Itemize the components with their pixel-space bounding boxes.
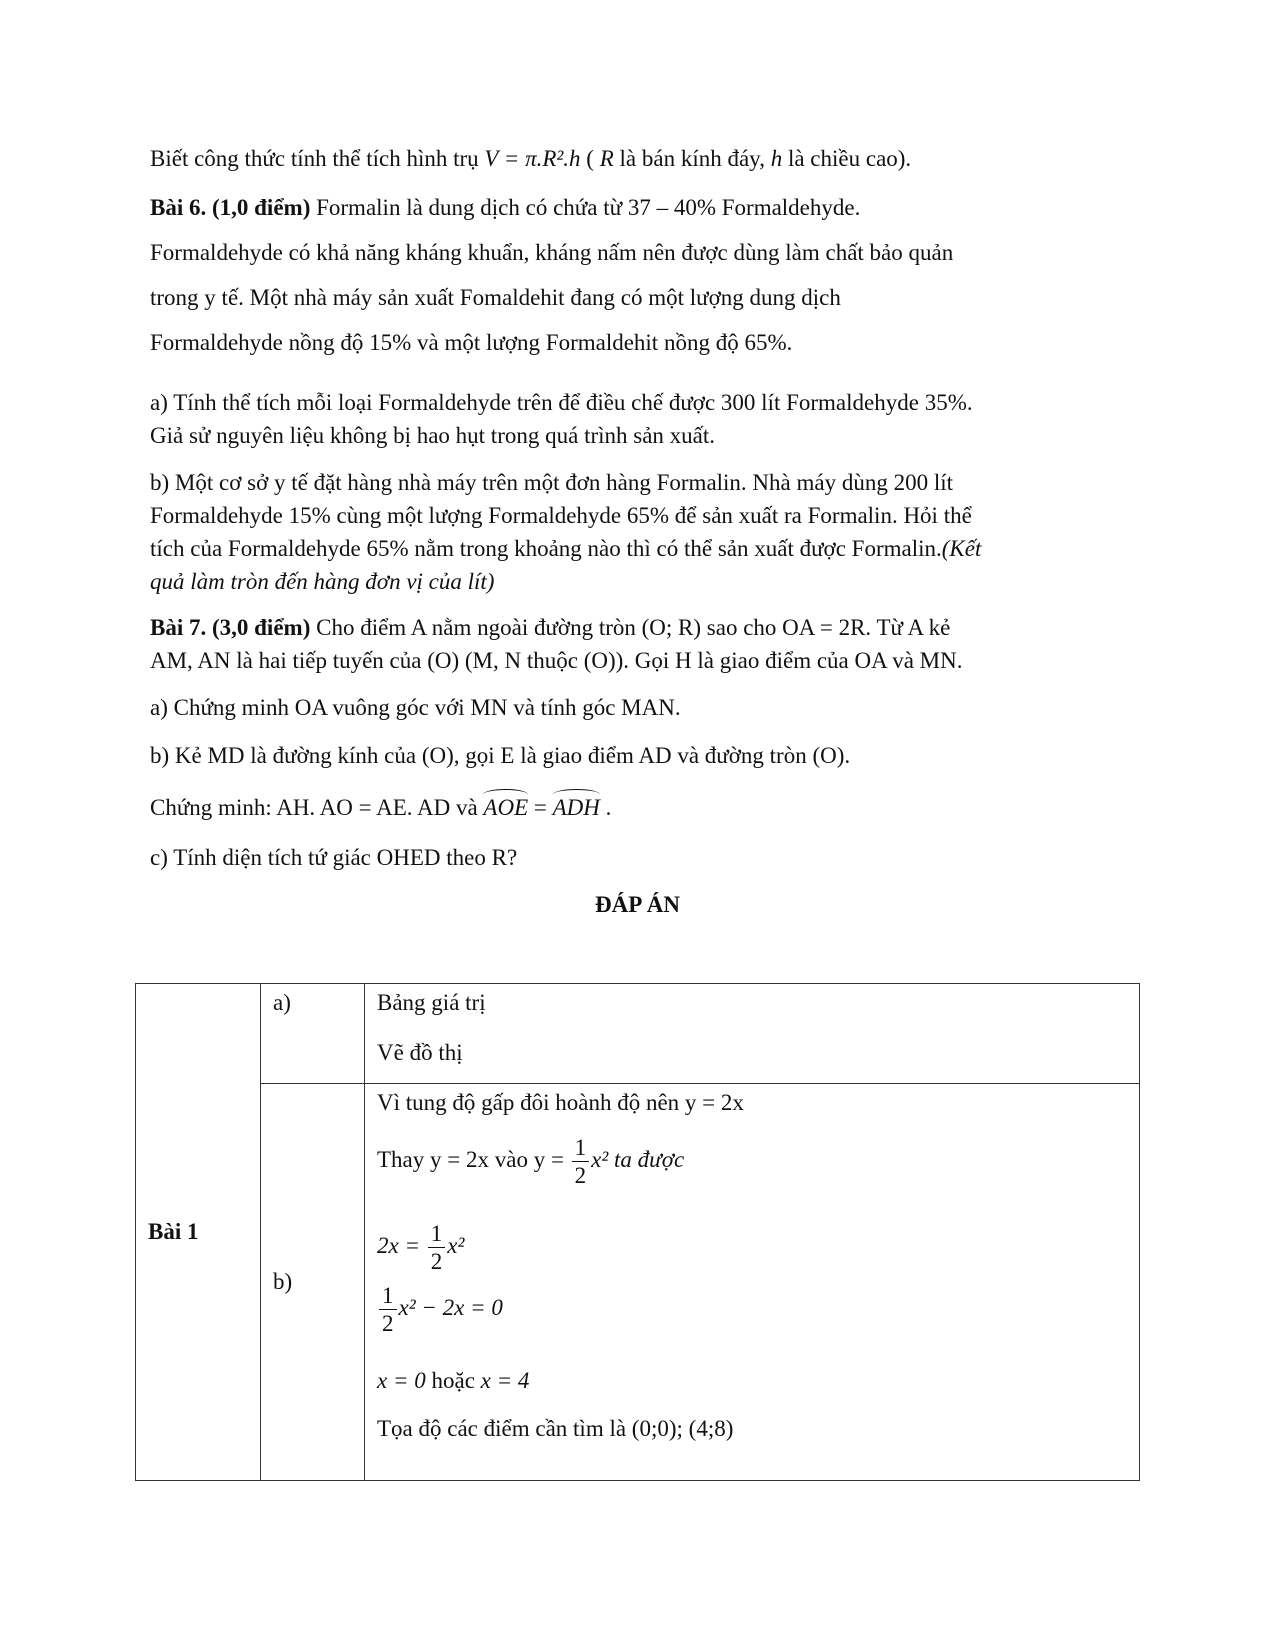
- bai6-b-line4: quả làm tròn đến hàng đơn vị của lít): [150, 569, 495, 594]
- eq2-frac-num: 1: [379, 1284, 397, 1310]
- draw-graph-text: Vẽ đồ thị: [377, 1040, 463, 1065]
- bai7-a: a) Chứng minh OA vuông góc với MN và tính góc MAN.: [150, 695, 681, 720]
- eq1-left: 2x =: [377, 1232, 426, 1258]
- angle-aoe: AOE: [483, 795, 529, 820]
- equals-sign: =: [528, 795, 553, 820]
- answer-heading: ĐÁP ÁN: [595, 892, 680, 917]
- bai7-c: c) Tính diện tích tứ giác OHED theo R?: [150, 845, 518, 870]
- intro-text-h: là chiều cao).: [782, 146, 912, 171]
- part-b-label: b): [273, 1269, 293, 1294]
- bai7-title: Bài 7. (3,0 điểm): [150, 615, 311, 640]
- substitute-post: x² ta được: [591, 1146, 685, 1172]
- solution-or: hoặc: [425, 1368, 481, 1393]
- eq2-frac-den: 2: [382, 1311, 394, 1336]
- frac-den: 2: [574, 1163, 587, 1188]
- angle-adh: ADH: [552, 795, 600, 820]
- bai6-title: Bài 6. (1,0 điểm): [150, 195, 311, 220]
- cylinder-volume-formula: V = π.R².h: [484, 146, 581, 171]
- intro-text-r: là bán kính đáy,: [613, 146, 771, 171]
- frac-num: 1: [572, 1136, 590, 1162]
- equation-2: [377, 1284, 503, 1335]
- eq1-right: x²: [447, 1232, 465, 1258]
- eq1-frac-den: 2: [430, 1249, 443, 1274]
- value-table-text: Bảng giá trị: [377, 990, 486, 1015]
- bai6-b-line2: Formaldehyde 15% cùng một lượng Formaldehyde 65% để sản xuất ra Formalin. Hỏi thể: [150, 503, 972, 528]
- bai6-b-line1: b) Một cơ sở y tế đặt hàng nhà máy trên một đơn hàng Formalin. Nhà máy dùng 200 lít: [150, 470, 954, 495]
- part-a-label: a): [273, 990, 291, 1015]
- part-b-content: [365, 1084, 1140, 1481]
- half-fraction: [572, 1136, 590, 1187]
- eq1-fraction: [428, 1222, 446, 1273]
- bai6-b-note-start: (Kết: [941, 536, 982, 561]
- bai7-line1: [150, 615, 950, 641]
- r-symbol: R: [599, 146, 614, 171]
- bai6-a-line1: a) Tính thể tích mỗi loại Formaldehyde trên để điều chế được 300 lít Formaldehyde 35%.: [150, 390, 973, 415]
- conclusion: Tọa độ các điểm cần tìm là (0;0); (4;8): [377, 1416, 734, 1441]
- b-substitute: [377, 1136, 684, 1187]
- bai1-label: Bài 1: [148, 1219, 199, 1244]
- intro-text: Biết công thức tính thể tích hình trụ: [150, 146, 485, 171]
- bai6-line2: Formaldehyde có khả năng kháng khuẩn, kháng nấm nên được dùng làm chất bảo quản: [150, 240, 954, 265]
- eq1-frac-num: 1: [428, 1222, 446, 1248]
- part-a-cell: [261, 984, 365, 1084]
- equation-1: [377, 1222, 464, 1273]
- intro-text-mid: (: [580, 146, 600, 171]
- bai7-text: Cho điểm A nằm ngoài đường tròn (O; R) sao cho OA = 2R. Từ A kẻ: [310, 615, 951, 640]
- part-b-cell: [261, 1084, 365, 1481]
- bai6-line4: Formaldehyde nồng độ 15% và một lượng Formaldehit nồng độ 65%.: [150, 330, 793, 355]
- eq2-right: x² − 2x = 0: [398, 1294, 503, 1320]
- proof-suffix: .: [599, 795, 612, 820]
- solution-2: x = 4: [480, 1368, 530, 1393]
- bai7-proof: [150, 795, 611, 821]
- bai7-line2: AM, AN là hai tiếp tuyến của (O) (M, N thuộc (O)). Gọi H là giao điểm của OA và MN.: [150, 648, 963, 673]
- intro-line: [150, 146, 911, 172]
- part-a-content: [365, 984, 1140, 1084]
- bai6-b-text: tích của Formaldehyde 65% nằm trong khoảng nào thì có thể sản xuất được Formalin.: [150, 536, 942, 561]
- bai7-b: b) Kẻ MD là đường kính của (O), gọi E là giao điểm AD và đường tròn (O).: [150, 743, 851, 768]
- substitute-text: Thay y = 2x vào y =: [377, 1146, 570, 1172]
- bai6-b-line3: [150, 536, 981, 562]
- eq2-fraction: [379, 1284, 397, 1335]
- b-reason: Vì tung độ gấp đôi hoành độ nên y = 2x: [377, 1090, 744, 1115]
- solution-1: x = 0: [377, 1368, 426, 1393]
- answer-table: [135, 983, 1140, 1481]
- solutions: [377, 1368, 529, 1394]
- bai6-line1: [150, 195, 860, 221]
- bai6-text: Formalin là dung dịch có chứa từ 37 – 40% Formaldehyde.: [310, 195, 861, 220]
- bai6-a-line2: Giả sử nguyên liệu không bị hao hụt trong quá trình sản xuất.: [150, 423, 716, 448]
- bai1-label-cell: [136, 984, 261, 1481]
- proof-prefix: Chứng minh: AH. AO = AE. AD và: [150, 795, 484, 820]
- h-symbol: h: [770, 146, 783, 171]
- bai6-line3: trong y tế. Một nhà máy sản xuất Fomaldehit đang có một lượng dung dịch: [150, 285, 841, 310]
